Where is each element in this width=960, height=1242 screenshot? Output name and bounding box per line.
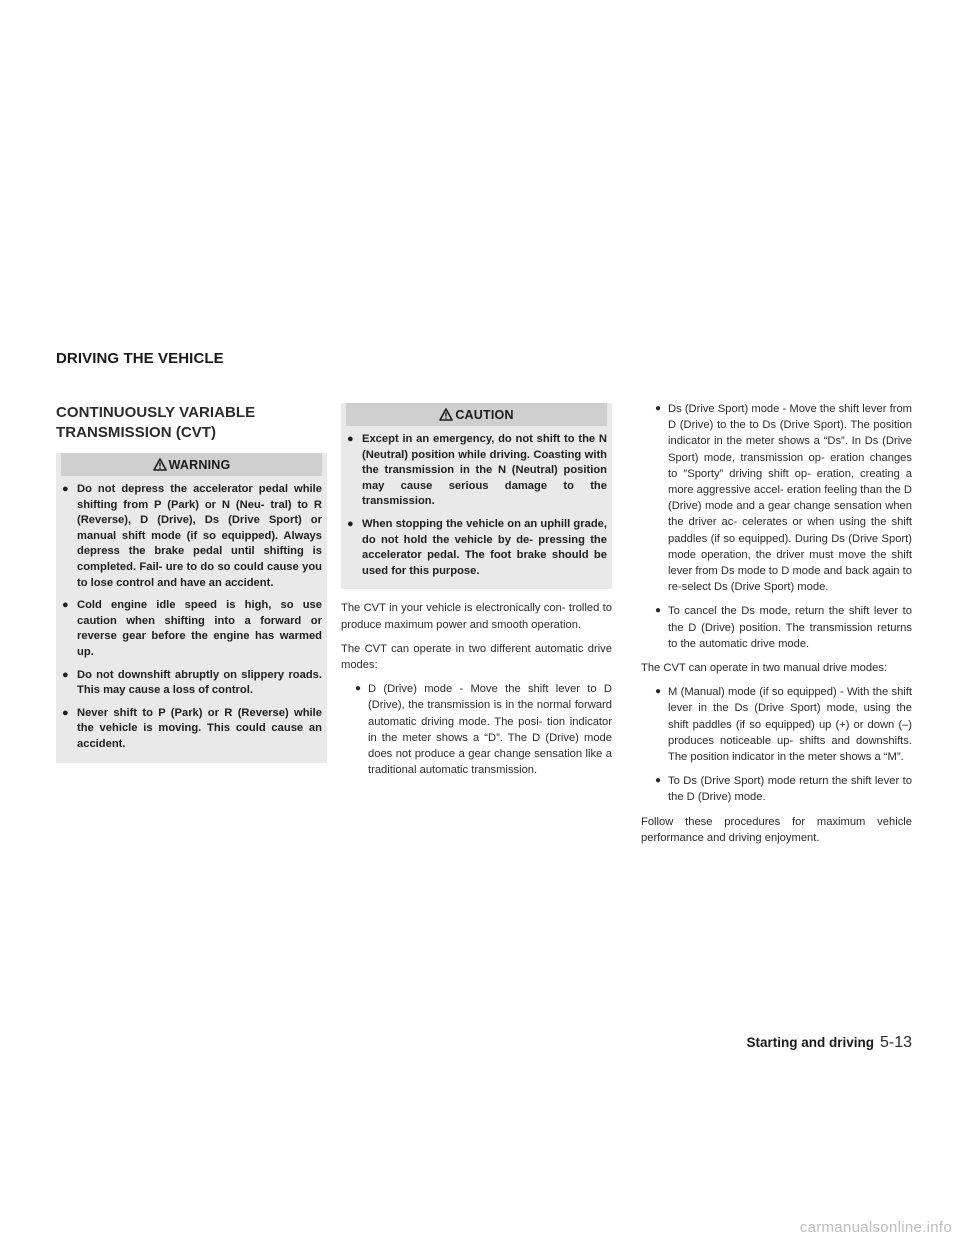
warning-item: ● Cold engine idle speed is high, so use caution when shifting into a forward or reverse gear before the engine has warmed up. xyxy=(62,599,322,658)
column-2 xyxy=(341,403,612,786)
warning-header xyxy=(61,453,322,476)
caution-box xyxy=(341,403,612,589)
bullet-icon: ● xyxy=(655,605,662,617)
caution-header xyxy=(346,403,607,426)
warning-title: WARNING xyxy=(168,457,231,472)
caution-title: CAUTION xyxy=(455,407,514,422)
bullet-icon: ● xyxy=(347,433,354,445)
body-paragraph: The CVT in your vehicle is electronically con- trolled to produce maximum power and smooth operation. xyxy=(341,602,612,631)
caution-item: ● When stopping the vehicle on an uphill grade, do not hold the vehicle by de- pressing the accelerator pedal. The foot brake should be used for this purpose. xyxy=(347,517,607,577)
section-header: DRIVING THE VEHICLE xyxy=(56,350,224,367)
warning-list xyxy=(61,476,322,753)
warning-item: ● Do not depress the accelerator pedal while shifting from P (Park) or N (Neu- tral) to R (Reverse), D (Drive), Ds (Drive Sport) or manual shift mode (if so equipped). Always depress the brake pedal until shifting is completed. Fail- ure to do so could cause you to lose control and have an accident. xyxy=(62,483,322,589)
bullet-icon: ● xyxy=(62,483,69,495)
auto-mode-item: ● Ds (Drive Sport) mode - Move the shift lever from D (Drive) to the to Ds (Drive Sport). The position indicator in the meter shows a “Ds”. In Ds (Drive Sport) mode, transmission op- eration changes to ″Sporty” driving shift op- eration, creating a more aggressive accel- eration feeling than the D (Drive) mode and a gear change sensation when the driver ac- celerates or when using the shift paddles (if so equipped). During Ds (Drive Sport) mode operation, the driver must move the shift lever from Ds mode to D mode and back again to re-select Ds (Drive Sport) mode. xyxy=(655,403,912,594)
footer-section-title: Starting and driving xyxy=(746,1035,874,1050)
bullet-icon: ● xyxy=(62,599,69,612)
column-3 xyxy=(641,401,912,854)
bullet-icon: ● xyxy=(62,668,69,681)
page-title-line-1: CONTINUOUSLY VARIABLE xyxy=(56,404,256,421)
caution-item: ● Except in an emergency, do not shift to the N (Neutral) position while driving. Coasting with the transmission in the N (Neutral) position may cause serious damage to the transmission. xyxy=(347,433,607,508)
page-footer xyxy=(746,1034,912,1052)
auto-mode-list xyxy=(341,681,612,778)
auto-mode-item: ● D (Drive) mode - Move the shift lever to D (Drive), the transmission is in the normal forward automatic driving mode. The posi- tion indicator in the meter shows a “D”. The D (Drive) mode does not produce a gear change sensation like a traditional automatic transmission. xyxy=(355,683,612,777)
bullet-icon: ● xyxy=(655,403,662,414)
auto-mode-list-continued xyxy=(641,401,912,652)
caution-list xyxy=(346,426,607,579)
page-title-line-2: TRANSMISSION (CVT) xyxy=(56,423,217,441)
warning-triangle-icon xyxy=(153,458,167,471)
bullet-icon: ● xyxy=(62,706,69,719)
manual-mode-list xyxy=(641,684,912,805)
bullet-icon: ● xyxy=(655,686,662,698)
body-paragraph: The CVT can operate in two manual drive modes: xyxy=(641,662,888,675)
auto-mode-item: ● To cancel the Ds mode, return the shift lever to the D (Drive) position. The transmission returns to the automatic drive mode. xyxy=(655,605,912,650)
warning-box xyxy=(56,453,327,763)
bullet-icon: ● xyxy=(355,683,362,695)
column-1 xyxy=(56,403,327,763)
warning-item: ● Never shift to P (Park) or R (Reverse) while the vehicle is moving. This could cause an accident. xyxy=(62,706,322,750)
manual-mode-item: ● To Ds (Drive Sport) mode return the shift lever to the D (Drive) mode. xyxy=(655,775,912,804)
caution-triangle-icon xyxy=(439,408,453,421)
page-title xyxy=(56,403,327,442)
manual-mode-item: ● M (Manual) mode (if so equipped) - With the shift lever in the Ds (Drive Sport) mode, using the shift paddles (if so equipped) up (+) or down (–) produces noticeable up- shifts and downshifts. The position indicator in the meter shows a “M”. xyxy=(655,686,912,764)
body-paragraph: The CVT can operate in two different automatic drive modes: xyxy=(341,642,612,671)
bullet-icon: ● xyxy=(655,775,662,787)
bullet-icon: ● xyxy=(347,517,354,530)
body-paragraph: Follow these procedures for maximum vehicle performance and driving enjoyment. xyxy=(641,815,912,844)
warning-item: ● Do not downshift abruptly on slippery roads. This may cause a loss of control. xyxy=(62,668,322,697)
watermark: carmanualsonline.info xyxy=(799,1219,952,1236)
page-number: 5-13 xyxy=(879,1034,912,1051)
